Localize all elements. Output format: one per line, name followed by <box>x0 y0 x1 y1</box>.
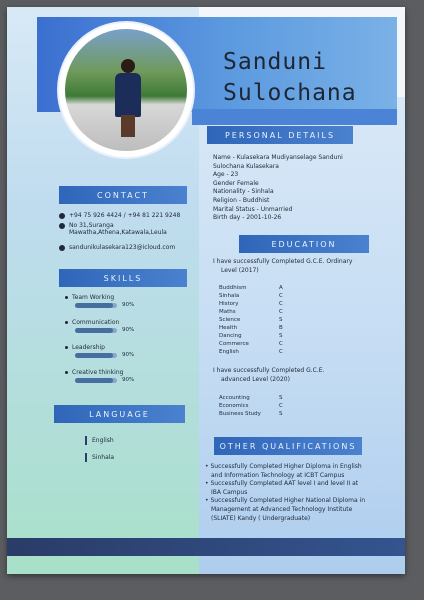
qualification-item: • Successfully Completed Higher National Diploma in Management at Advanced Technology Institute (SLIATE) Kandy ( Undergraduate) <box>205 497 366 522</box>
ol-line-2: Level (2017) <box>221 266 259 274</box>
name-line-1: Sanduni <box>223 49 327 75</box>
personal-details-list <box>213 154 393 223</box>
skill-bar <box>75 327 135 333</box>
subject: Sinhala <box>219 293 240 299</box>
grade: S <box>279 395 283 401</box>
grade-row <box>219 284 283 292</box>
personal-line: Age - 23 <box>213 171 239 179</box>
skill-name: Creative thinking <box>72 369 124 376</box>
grade: C <box>279 341 283 347</box>
ol-statement <box>213 258 397 275</box>
qualification-item: • Successfully Completed Higher Diploma in English and Information Technology at ICBT Campus <box>205 463 362 479</box>
al-statement <box>213 367 397 384</box>
candidate-name <box>223 47 393 109</box>
qualification-line: Successfully Completed Higher Diploma in English <box>210 463 362 470</box>
language-marker <box>85 436 87 445</box>
bullet-icon <box>65 296 68 299</box>
other-qualifications-heading: OTHER QUALIFICATIONS <box>214 437 362 455</box>
grade-row <box>219 332 283 340</box>
personal-details-heading: PERSONAL DETAILS <box>207 126 353 144</box>
skill-name: Leadership <box>72 344 105 351</box>
contact-address-line-2: Mawatha,Athena,Katawala,Leula <box>69 229 167 236</box>
skill-item <box>65 344 185 358</box>
grade: S <box>279 317 283 323</box>
contact-address <box>59 222 167 236</box>
qualification-line: Successfully Completed AAT level I and level II at <box>210 480 359 488</box>
qualification-line: Successfully Completed Higher National Diploma in <box>210 497 366 505</box>
grade: S <box>279 333 283 339</box>
grade-row <box>219 394 283 402</box>
personal-line: Religion - Buddhist <box>213 196 270 204</box>
bullet-icon <box>65 371 68 374</box>
header-band-accent <box>192 109 397 125</box>
grade-row <box>219 292 283 300</box>
photo-person-body <box>115 73 141 117</box>
contact-phone <box>59 212 180 219</box>
subject: Economics <box>219 403 249 409</box>
skill-bar <box>75 377 135 383</box>
resume-page <box>7 7 405 574</box>
contact-email-text: sandunikulasekara123@icloud.com <box>69 244 176 251</box>
skill-percent: 90% <box>122 377 135 383</box>
subject: Dancing <box>219 333 242 339</box>
skill-bar <box>75 302 135 308</box>
al-grades-table <box>219 394 283 418</box>
personal-line: Gender Female <box>213 179 259 187</box>
contact-email <box>59 244 175 251</box>
al-line-2: advanced Level (2020) <box>221 375 290 383</box>
grade-row <box>219 340 283 348</box>
photo-person-legs <box>121 115 135 137</box>
language-name: Sinhala <box>92 454 115 461</box>
skill-percent: 90% <box>122 352 135 358</box>
skill-bar-fill <box>75 378 113 383</box>
personal-line: Nationality - Sinhala <box>213 188 274 196</box>
language-marker <box>85 453 87 462</box>
contact-heading: CONTACT <box>59 186 187 204</box>
location-icon <box>59 223 65 229</box>
skill-percent: 90% <box>122 302 135 308</box>
qualification-line: Management at Advanced Technology Institute <box>211 505 353 513</box>
phone-icon <box>59 213 65 219</box>
skill-bar-fill <box>75 303 113 308</box>
skill-item <box>65 319 185 333</box>
grade: C <box>279 293 283 299</box>
al-line-1: I have successfully Completed G.C.E. <box>213 367 325 374</box>
grade: B <box>279 325 283 331</box>
grade: C <box>279 349 283 355</box>
skill-item <box>65 369 185 383</box>
bullet-icon <box>65 346 68 349</box>
language-item <box>85 436 114 445</box>
personal-line: Sulochana Kulasekara <box>213 162 279 170</box>
personal-line: Birth day - 2001-10-26 <box>213 214 282 222</box>
subject: Maths <box>219 309 236 315</box>
grade-row <box>219 300 283 308</box>
grade-row <box>219 308 283 316</box>
email-icon <box>59 245 65 251</box>
education-heading: EDUCATION <box>239 235 369 253</box>
grade-row <box>219 410 283 418</box>
subject: English <box>219 349 239 355</box>
grade-row <box>219 324 283 332</box>
grade: C <box>279 403 283 409</box>
personal-line: Name - Kulasekara Mudiyanselage Sanduni <box>213 154 343 161</box>
qualification-line: IBA Campus <box>211 488 248 496</box>
language-heading: LANGUAGE <box>54 405 185 423</box>
grade-row <box>219 316 283 324</box>
subject: Commerce <box>219 341 249 347</box>
grade: A <box>279 285 283 291</box>
name-line-2: Sulochana <box>223 80 357 106</box>
skill-percent: 90% <box>122 327 135 333</box>
contact-phone-text: +94 75 926 4424 / +94 81 221 9248 <box>69 212 181 219</box>
ol-grades-table <box>219 284 283 356</box>
subject: Accounting <box>219 395 250 401</box>
subject: Buddhism <box>219 285 247 291</box>
footer-strip <box>7 538 405 556</box>
skill-bar-fill <box>75 353 113 358</box>
language-name: English <box>92 437 114 444</box>
grade: C <box>279 301 283 307</box>
skill-name: Communication <box>72 319 120 326</box>
profile-photo <box>65 29 187 151</box>
subject: Business Study <box>219 411 261 417</box>
grade-row <box>219 348 283 356</box>
skill-bar-fill <box>75 328 113 333</box>
grade: S <box>279 411 283 417</box>
skill-bar <box>75 352 135 358</box>
bullet-icon <box>65 321 68 324</box>
grade-row <box>219 402 283 410</box>
subject: Science <box>219 317 241 323</box>
qualification-line: (SLIATE) Kandy ( Undergraduate) <box>211 514 311 522</box>
photo-person-head <box>121 59 135 73</box>
contact-address-line-1: No 31,Suranga <box>69 222 114 229</box>
grade: C <box>279 309 283 315</box>
subject: Health <box>219 325 238 331</box>
skill-name: Team Working <box>72 294 115 301</box>
skills-heading: SKILLS <box>59 269 187 287</box>
qualification-line: and Information Technology at ICBT Campus <box>211 471 345 479</box>
personal-line: Marital Status - Unmarried <box>213 205 293 213</box>
skill-item <box>65 294 185 308</box>
qualification-item: • Successfully Completed AAT level I and level II at IBA Campus <box>205 480 359 496</box>
other-qualifications-list <box>205 463 400 523</box>
language-item <box>85 453 114 462</box>
subject: History <box>219 301 239 307</box>
ol-line-1: I have successfully Completed G.C.E. Ordinary <box>213 258 353 265</box>
